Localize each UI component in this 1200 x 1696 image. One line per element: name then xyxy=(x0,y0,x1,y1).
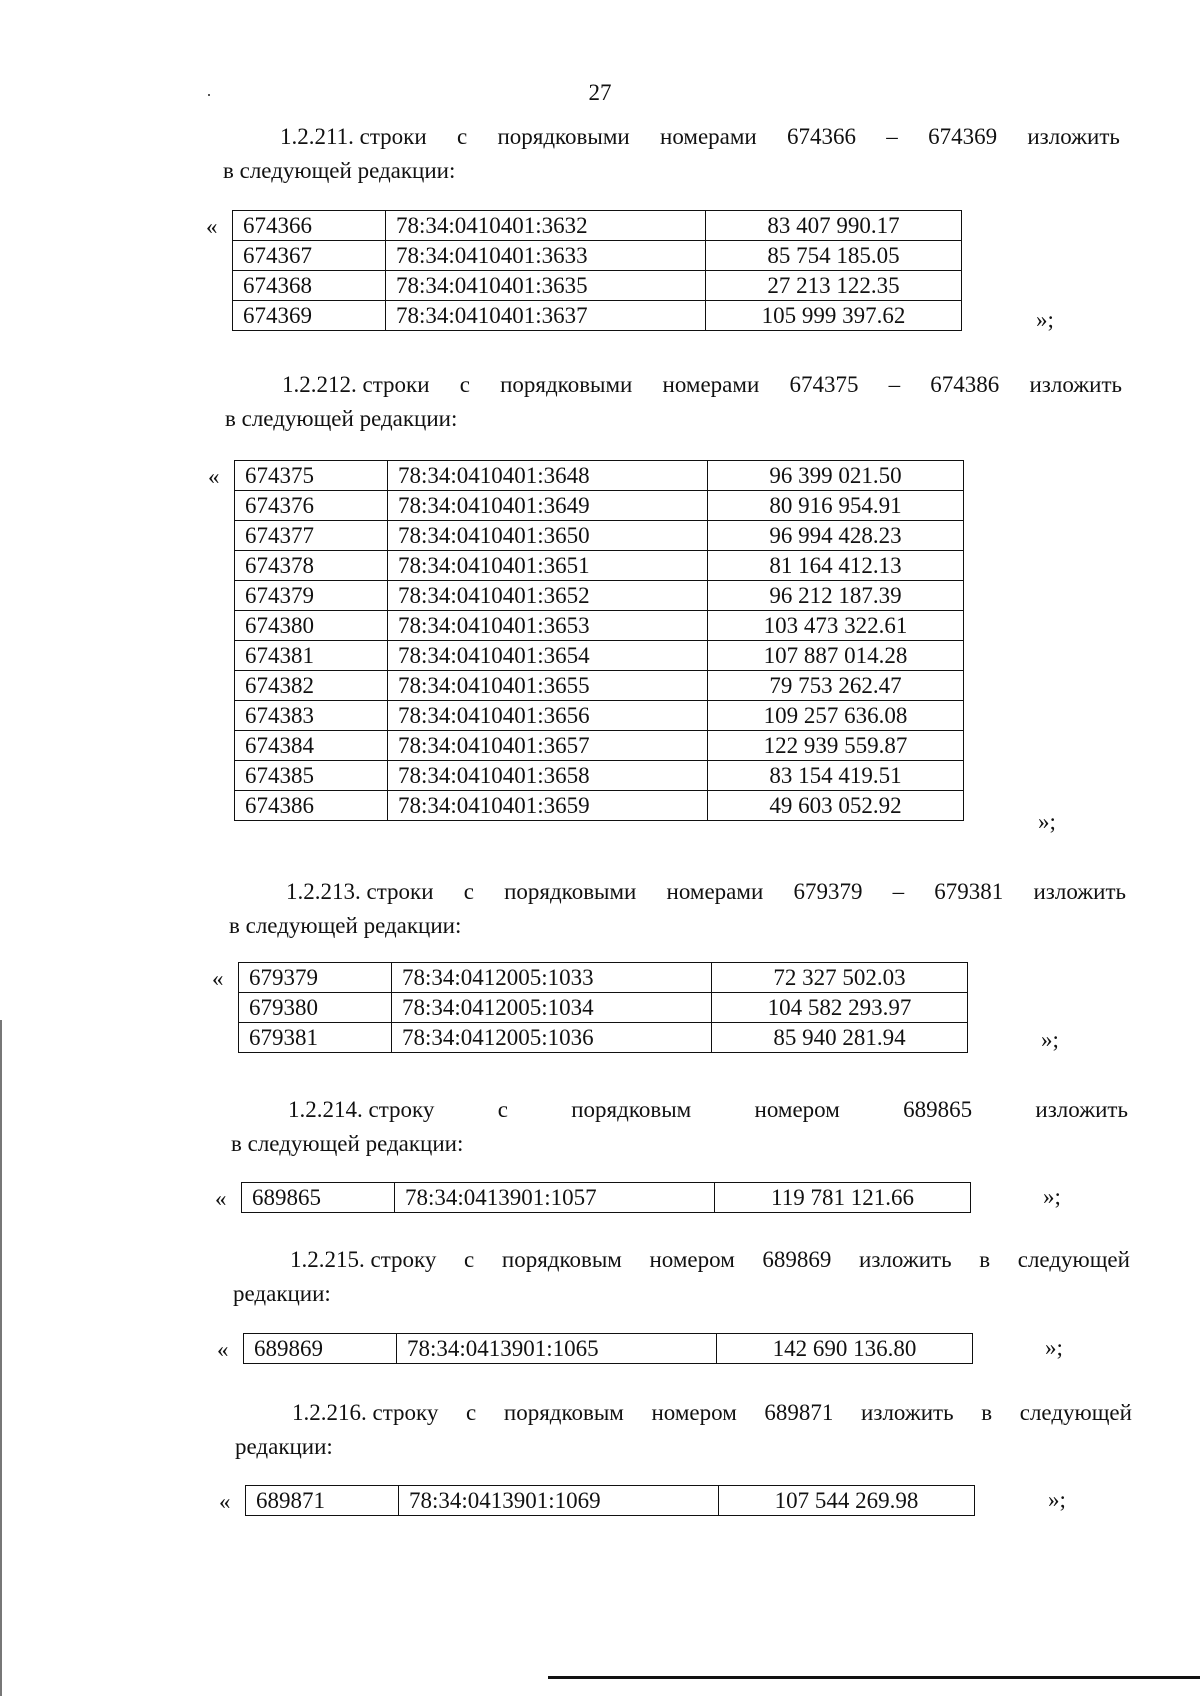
row-number-cell: 674368 xyxy=(233,271,386,301)
open-quote: « xyxy=(217,1337,229,1362)
open-quote: « xyxy=(208,464,220,489)
cadastral-number-cell: 78:34:0412005:1033 xyxy=(392,963,712,993)
clause-word: 1.2.211. строки xyxy=(280,124,427,149)
clause-word: 679379 xyxy=(793,879,863,904)
open-quote: « xyxy=(219,1489,231,1514)
clause-1-2-216-continuation: редакции: xyxy=(235,1434,333,1459)
cadastral-value-cell: 107 887 014.28 xyxy=(708,641,964,671)
clause-word: порядковым xyxy=(503,1400,624,1425)
cadastral-number-cell: 78:34:0410401:3657 xyxy=(388,731,708,761)
table-row xyxy=(235,761,964,791)
clause-1-2-212-continuation: в следующей редакции: xyxy=(225,406,458,431)
page-number: 27 xyxy=(588,80,612,105)
clause-word: порядковыми xyxy=(504,879,637,904)
cadastral-value-cell: 109 257 636.08 xyxy=(708,701,964,731)
clause-1-2-215-first-line xyxy=(290,1243,1130,1277)
cadastral-value-cell: 122 939 559.87 xyxy=(708,731,964,761)
close-quote: »; xyxy=(1036,306,1054,332)
clause-1-2-212-table-block xyxy=(208,460,1056,834)
cadastral-number-cell: 78:34:0413901:1057 xyxy=(395,1183,715,1213)
cadastral-number-cell: 78:34:0410401:3632 xyxy=(386,211,706,241)
clause-word: 689865 xyxy=(903,1097,973,1122)
cadastral-value-cell: 83 154 419.51 xyxy=(708,761,964,791)
cadastral-value-cell: 85 940 281.94 xyxy=(712,1023,968,1053)
clause-word: номерами xyxy=(660,124,757,149)
table-row xyxy=(233,301,962,331)
open-quote: « xyxy=(206,214,218,239)
scan-left-edge xyxy=(0,1020,2,1696)
cadastral-number-cell: 78:34:0410401:3656 xyxy=(388,701,708,731)
row-number-cell: 679381 xyxy=(239,1023,392,1053)
row-number-cell: 689865 xyxy=(242,1183,395,1213)
cadastral-value-cell: 96 399 021.50 xyxy=(708,461,964,491)
row-number-cell: 674385 xyxy=(235,761,388,791)
row-number-cell: 679380 xyxy=(239,993,392,1023)
clause-1-2-213-table-block xyxy=(212,962,1059,1053)
cadastral-value-cell: 72 327 502.03 xyxy=(712,963,968,993)
cadastral-value-cell: 49 603 052.92 xyxy=(708,791,964,821)
clause-1-2-214-table-block xyxy=(215,1182,1061,1213)
cadastral-number-cell: 78:34:0410401:3648 xyxy=(388,461,708,491)
row-number-cell: 674377 xyxy=(235,521,388,551)
clause-1-2-214-continuation: в следующей редакции: xyxy=(231,1131,464,1156)
cadastral-value-table xyxy=(232,210,962,331)
cadastral-value-cell: 107 544 269.98 xyxy=(719,1486,975,1516)
clause-word: с xyxy=(466,1400,477,1425)
clause-word: 679381 xyxy=(934,879,1004,904)
cadastral-number-cell: 78:34:0410401:3635 xyxy=(386,271,706,301)
clause-1-2-215-table-block xyxy=(217,1333,1063,1364)
clause-word: изложить xyxy=(1029,372,1122,397)
open-quote: « xyxy=(212,966,224,991)
clause-word: 674366 xyxy=(787,124,857,149)
clause-word: с xyxy=(497,1097,508,1122)
clause-word: следующей xyxy=(1019,1400,1132,1425)
cadastral-value-table xyxy=(241,1182,971,1213)
clause-word: изложить xyxy=(1027,124,1120,149)
cadastral-number-cell: 78:34:0410401:3649 xyxy=(388,491,708,521)
cadastral-number-cell: 78:34:0410401:3654 xyxy=(388,641,708,671)
clause-word: с xyxy=(464,1247,475,1272)
clause-word: 1.2.214. строку xyxy=(288,1097,435,1122)
cadastral-number-cell: 78:34:0413901:1065 xyxy=(397,1334,717,1364)
clause-word: 674369 xyxy=(928,124,998,149)
table-row xyxy=(235,611,964,641)
open-quote: « xyxy=(215,1186,227,1211)
clause-word: с xyxy=(463,879,474,904)
cadastral-number-cell: 78:34:0410401:3658 xyxy=(388,761,708,791)
table-row xyxy=(239,963,968,993)
clause-word: номером xyxy=(651,1400,737,1425)
row-number-cell: 674379 xyxy=(235,581,388,611)
clause-word: в xyxy=(981,1400,993,1425)
cadastral-value-cell: 103 473 322.61 xyxy=(708,611,964,641)
clause-word: 1.2.216. строку xyxy=(292,1400,439,1425)
row-number-cell: 674367 xyxy=(233,241,386,271)
clause-1-2-216-table-block xyxy=(219,1485,1066,1516)
cadastral-value-table xyxy=(245,1485,975,1516)
close-quote: »; xyxy=(1045,1335,1063,1360)
clause-word: порядковым xyxy=(501,1247,622,1272)
clause-word: изложить xyxy=(1035,1097,1128,1122)
close-quote: »; xyxy=(1038,808,1056,834)
table-row xyxy=(233,271,962,301)
row-number-cell: 674369 xyxy=(233,301,386,331)
row-number-cell: 689871 xyxy=(246,1486,399,1516)
row-number-cell: 679379 xyxy=(239,963,392,993)
row-number-cell: 674383 xyxy=(235,701,388,731)
close-quote: »; xyxy=(1043,1184,1061,1209)
clause-1-2-213-first-line xyxy=(286,875,1126,909)
cadastral-value-table xyxy=(238,962,968,1053)
clause-word: следующей xyxy=(1017,1247,1130,1272)
row-number-cell: 674382 xyxy=(235,671,388,701)
table-row xyxy=(244,1334,973,1364)
clause-word: с xyxy=(459,372,470,397)
row-number-cell: 674386 xyxy=(235,791,388,821)
cadastral-number-cell: 78:34:0410401:3655 xyxy=(388,671,708,701)
clause-word: порядковым xyxy=(571,1097,692,1122)
cadastral-value-cell: 80 916 954.91 xyxy=(708,491,964,521)
row-number-cell: 674378 xyxy=(235,551,388,581)
clause-word: 1.2.215. строку xyxy=(290,1247,437,1272)
clause-word: номерами xyxy=(662,372,760,397)
row-number-cell: 674376 xyxy=(235,491,388,521)
clause-1-2-216-first-line xyxy=(292,1396,1132,1430)
clause-word: с xyxy=(456,124,468,149)
clause-word: в xyxy=(979,1247,991,1272)
cadastral-number-cell: 78:34:0413901:1069 xyxy=(399,1486,719,1516)
table-row xyxy=(235,641,964,671)
table-row xyxy=(235,701,964,731)
cadastral-value-cell: 81 164 412.13 xyxy=(708,551,964,581)
row-number-cell: 674384 xyxy=(235,731,388,761)
cadastral-number-cell: 78:34:0410401:3651 xyxy=(388,551,708,581)
cadastral-value-cell: 83 407 990.17 xyxy=(706,211,962,241)
cadastral-number-cell: 78:34:0410401:3650 xyxy=(388,521,708,551)
table-row xyxy=(233,211,962,241)
cadastral-number-cell: 78:34:0410401:3633 xyxy=(386,241,706,271)
row-number-cell: 674380 xyxy=(235,611,388,641)
close-quote: »; xyxy=(1041,1027,1059,1052)
table-row xyxy=(239,993,968,1023)
table-row xyxy=(239,1023,968,1053)
clause-word: порядковыми xyxy=(500,372,633,397)
cadastral-value-table xyxy=(234,460,964,821)
cadastral-value-cell: 142 690 136.80 xyxy=(717,1334,973,1364)
footer-rule xyxy=(548,1676,1200,1679)
row-number-cell: 674375 xyxy=(235,461,388,491)
clause-1-2-211-table-block xyxy=(206,210,1054,332)
cadastral-value-cell: 105 999 397.62 xyxy=(706,301,962,331)
table-row xyxy=(242,1183,971,1213)
table-row xyxy=(235,551,964,581)
cadastral-number-cell: 78:34:0410401:3653 xyxy=(388,611,708,641)
clause-word: 1.2.213. строки xyxy=(286,879,434,904)
cadastral-value-table xyxy=(243,1333,973,1364)
cadastral-value-cell: 79 753 262.47 xyxy=(708,671,964,701)
table-row xyxy=(235,791,964,821)
table-row xyxy=(235,521,964,551)
clause-word: номерами xyxy=(666,879,764,904)
clause-word: изложить xyxy=(859,1247,952,1272)
cadastral-value-cell: 119 781 121.66 xyxy=(715,1183,971,1213)
clause-word: – xyxy=(886,124,898,149)
table-row xyxy=(235,581,964,611)
close-quote: »; xyxy=(1048,1487,1066,1512)
clause-word: 689869 xyxy=(762,1247,832,1272)
table-row xyxy=(233,241,962,271)
clause-1-2-214-first-line xyxy=(288,1093,1128,1127)
clause-word: – xyxy=(892,879,905,904)
cadastral-number-cell: 78:34:0410401:3652 xyxy=(388,581,708,611)
clause-1-2-213-continuation: в следующей редакции: xyxy=(229,913,462,938)
clause-word: 674375 xyxy=(789,372,859,397)
cadastral-value-cell: 85 754 185.05 xyxy=(706,241,962,271)
cadastral-value-cell: 104 582 293.97 xyxy=(712,993,968,1023)
clause-1-2-211-continuation: в следующей редакции: xyxy=(223,158,456,183)
table-row xyxy=(235,671,964,701)
clause-1-2-211-first-line xyxy=(280,120,1120,154)
clause-1-2-215-continuation: редакции: xyxy=(233,1281,331,1306)
clause-word: 1.2.212. строки xyxy=(282,372,430,397)
cadastral-value-cell: 96 212 187.39 xyxy=(708,581,964,611)
clause-word: изложить xyxy=(861,1400,954,1425)
table-row xyxy=(235,461,964,491)
clause-word: 689871 xyxy=(764,1400,834,1425)
table-row xyxy=(235,731,964,761)
cadastral-number-cell: 78:34:0410401:3637 xyxy=(386,301,706,331)
row-number-cell: 674381 xyxy=(235,641,388,671)
clause-word: номером xyxy=(649,1247,735,1272)
clause-1-2-212-first-line xyxy=(282,368,1122,402)
clause-word: изложить xyxy=(1033,879,1126,904)
clause-word: 674386 xyxy=(930,372,1000,397)
clause-word: – xyxy=(888,372,901,397)
cadastral-value-cell: 27 213 122.35 xyxy=(706,271,962,301)
cadastral-number-cell: 78:34:0412005:1034 xyxy=(392,993,712,1023)
row-number-cell: 689869 xyxy=(244,1334,397,1364)
table-row xyxy=(235,491,964,521)
row-number-cell: 674366 xyxy=(233,211,386,241)
table-row xyxy=(246,1486,975,1516)
cadastral-number-cell: 78:34:0412005:1036 xyxy=(392,1023,712,1053)
clause-word: номером xyxy=(754,1097,840,1122)
cadastral-value-cell: 96 994 428.23 xyxy=(708,521,964,551)
cadastral-number-cell: 78:34:0410401:3659 xyxy=(388,791,708,821)
clause-word: порядковыми xyxy=(497,124,630,149)
